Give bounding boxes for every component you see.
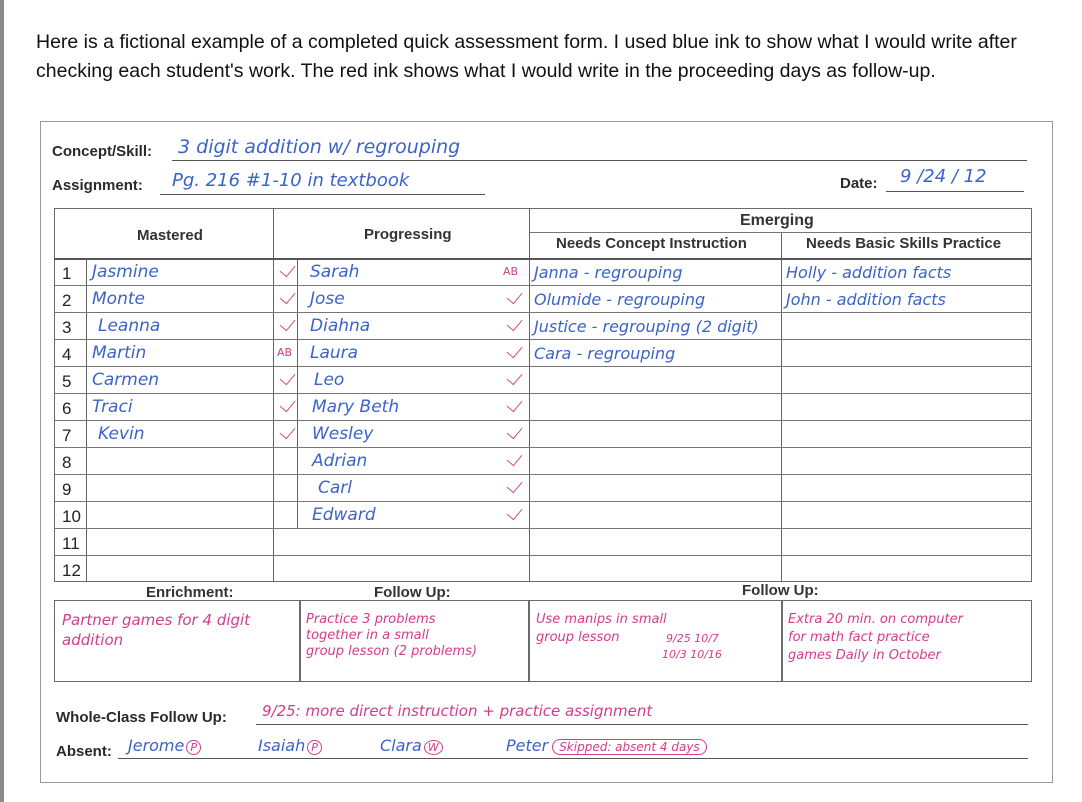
absent-mark: P: [307, 740, 322, 755]
enrichment-note: Partner games for 4 digit addition: [62, 611, 251, 649]
assignment-underline: [160, 194, 485, 195]
follow-up-note-1-line: group lesson (2 problems): [306, 644, 478, 659]
mastered-student: Kevin: [98, 424, 145, 444]
progressing-student: Diahna: [310, 316, 371, 336]
concept-label: Concept/Skill:: [52, 143, 153, 160]
follow-up-note-2-line: Use manips in small: [536, 612, 667, 627]
needs-concept-student: Janna - regrouping: [534, 263, 683, 282]
progressing-student: Mary Beth: [312, 397, 400, 417]
progressing-student: Edward: [312, 505, 376, 525]
follow-up-note-2-dates: 9/25 10/7: [666, 632, 719, 645]
left-border: [0, 0, 4, 802]
follow-up-note-1-line: together in a small: [306, 628, 429, 643]
needs-basic-student: John - addition facts: [786, 290, 946, 309]
absent-mark: W: [424, 740, 443, 755]
progressing-student: Laura: [310, 343, 359, 363]
row-number: 1: [62, 264, 72, 283]
follow-up-note-2-dates: 10/3 10/16: [662, 648, 722, 661]
date-value: 9 /24 / 12: [900, 166, 987, 187]
mastered-student: Carmen: [92, 370, 160, 390]
emerging-sub-line: [529, 232, 1032, 233]
mastered-header: Mastered: [137, 227, 203, 244]
mastered-student: Traci: [92, 397, 133, 417]
absent-label: Absent:: [56, 743, 112, 760]
absent-student-name: Jerome: [128, 736, 185, 755]
absent-marker: AB: [503, 265, 519, 278]
follow-up-note-1-line: Practice 3 problems: [306, 612, 436, 627]
absent-student-name: Isaiah: [258, 736, 306, 755]
row-number: 8: [62, 453, 72, 472]
absent-mark: P: [186, 740, 201, 755]
absent-student: [506, 736, 707, 755]
enrichment-label: Enrichment:: [146, 584, 234, 601]
progressing-student: Wesley: [312, 424, 374, 444]
mastered-student: Martin: [92, 343, 147, 363]
progressing-student: Adrian: [312, 451, 368, 471]
assignment-label: Assignment:: [52, 177, 143, 194]
mastered-student: Leanna: [98, 316, 161, 336]
absent-underline: [118, 758, 1028, 759]
absent-marker: AB: [277, 346, 293, 359]
assignment-value: Pg. 216 #1-10 in textbook: [172, 170, 410, 191]
needs-basic-student: Holly - addition facts: [786, 263, 952, 282]
follow-up-note-3-line: games Daily in October: [788, 648, 941, 663]
absent-student: [380, 736, 443, 755]
progressing-student: Jose: [310, 289, 345, 309]
row-number: 11: [62, 534, 80, 553]
mastered-student: Monte: [92, 289, 145, 309]
date-label: Date:: [840, 175, 878, 192]
header-line: [54, 258, 1032, 260]
needs-basic-header: Needs Basic Skills Practice: [806, 235, 1002, 252]
absent-mark: Skipped: absent 4 days: [552, 739, 707, 755]
needs-concept-header: Needs Concept Instruction: [556, 235, 747, 252]
whole-class-value: 9/25: more direct instruction + practice assignment: [262, 702, 653, 720]
row-number: 12: [62, 561, 81, 580]
row-number: 5: [62, 372, 72, 391]
row-number: 9: [62, 480, 72, 499]
absent-student: [128, 736, 201, 755]
whole-class-label: Whole-Class Follow Up:: [56, 709, 227, 726]
progressing-header: Progressing: [364, 226, 452, 243]
follow-up-note-3-line: for math fact practice: [788, 630, 930, 645]
progressing-student: Leo: [314, 370, 345, 390]
whole-class-underline: [256, 724, 1028, 725]
row-number: 2: [62, 291, 72, 310]
row-number: 3: [62, 318, 72, 337]
intro-paragraph: Here is a fictional example of a completed quick assessment form. I used blue ink to show what I would write after checking each student's work. The red ink shows what I would write in the proceeding days as follow-up.: [36, 31, 1017, 82]
grid-col-divider-2: [529, 208, 530, 582]
follow-up-label-1: Follow Up:: [374, 584, 451, 601]
row-number: 7: [62, 426, 72, 445]
follow-up-label-2: Follow Up:: [742, 582, 819, 599]
progressing-student: Carl: [318, 478, 352, 498]
row-number: 6: [62, 399, 72, 418]
mastered-student: Jasmine: [92, 262, 159, 282]
concept-value: 3 digit addition w/ regrouping: [178, 136, 461, 158]
progressing-student: Sarah: [310, 262, 360, 282]
date-underline: [886, 191, 1024, 192]
absent-student-name: Peter: [506, 736, 549, 755]
follow-up-note-2-line: group lesson: [536, 630, 620, 645]
needs-concept-student: Olumide - regrouping: [534, 290, 706, 309]
emerging-header: Emerging: [740, 212, 814, 229]
row-number: 4: [62, 345, 72, 364]
row-number: 10: [62, 507, 81, 526]
needs-concept-student: Cara - regrouping: [534, 344, 676, 363]
grid-col-divider-1: [273, 208, 274, 582]
absent-student-name: Clara: [380, 736, 422, 755]
follow-up-note-3-line: Extra 20 min. on computer: [788, 612, 963, 627]
concept-underline: [172, 160, 1027, 161]
absent-student: [258, 736, 322, 755]
needs-concept-student: Justice - regrouping (2 digit): [534, 317, 759, 336]
